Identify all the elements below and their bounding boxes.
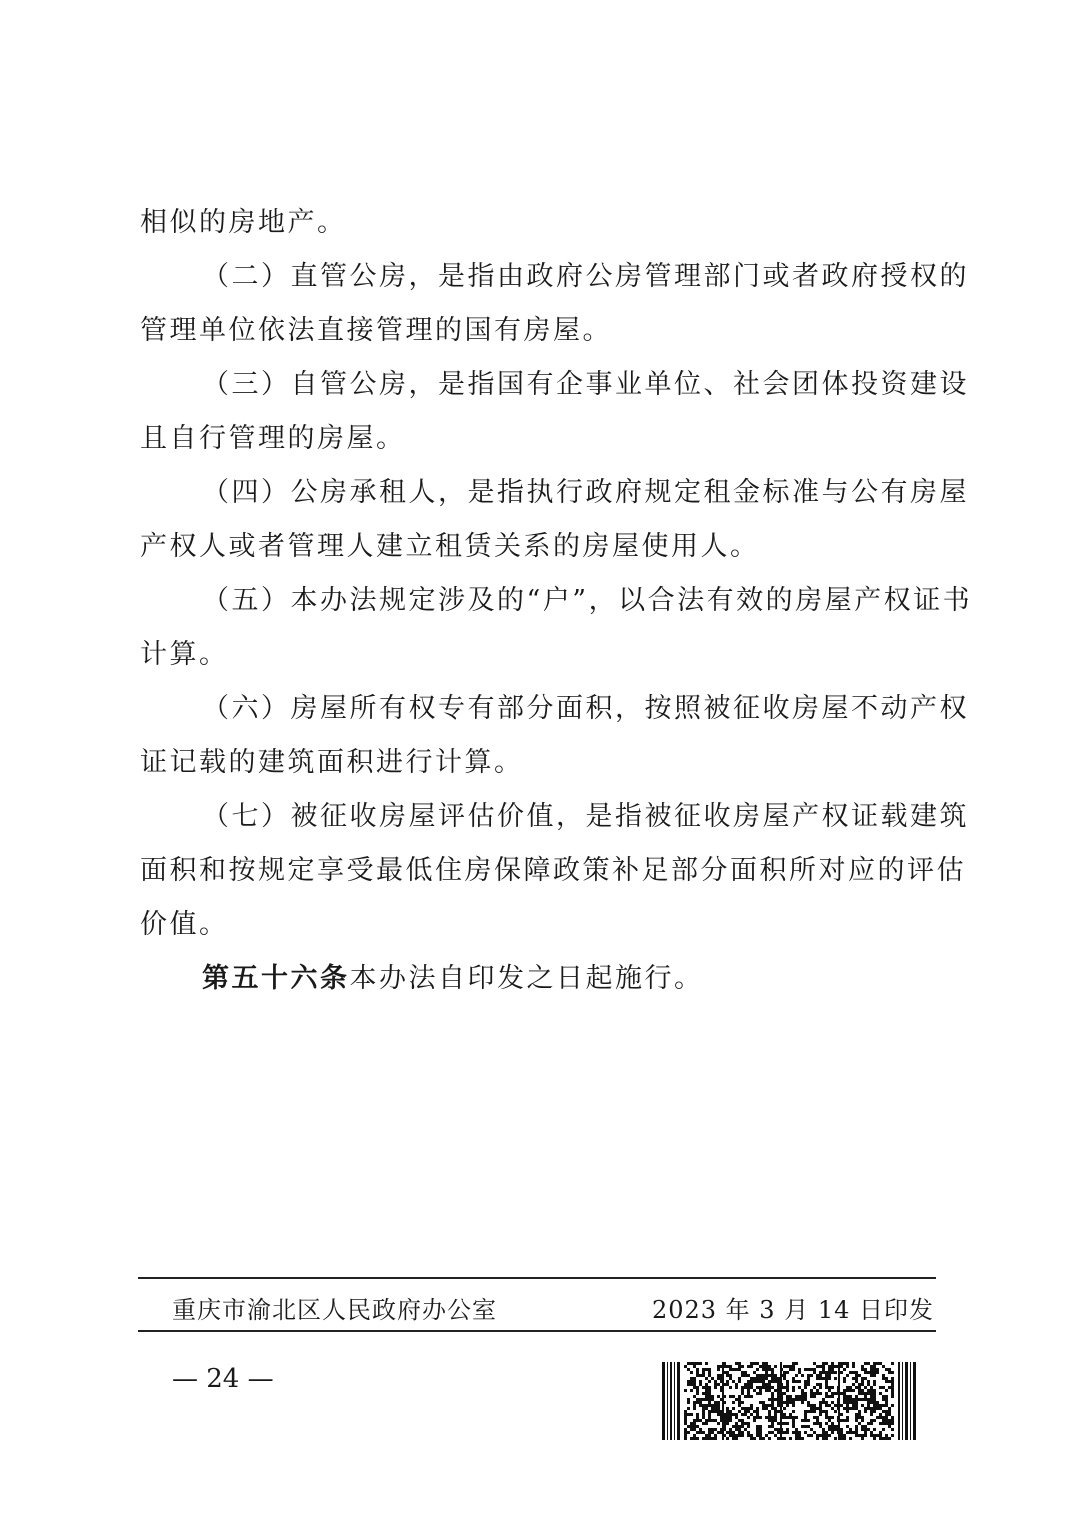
barcode-image: [662, 1362, 918, 1440]
text-line: 面积和按规定享受最低住房保障政策补足部分面积所对应的评估: [140, 855, 966, 886]
text-line: 计算。: [140, 639, 229, 670]
footer-top-rule: [138, 1277, 936, 1279]
article-title: 第五十六条: [202, 963, 350, 994]
text-line: （七）被征收房屋评估价值，是指被征收房屋产权证载建筑: [202, 801, 969, 832]
footer-bottom-rule: [138, 1330, 936, 1332]
issuer-name: 重庆市渝北区人民政府办公室: [172, 1296, 497, 1324]
text-line: （四）公房承租人，是指执行政府规定租金标准与公有房屋: [202, 477, 969, 508]
text-line: 产权人或者管理人建立租赁关系的房屋使用人。: [140, 531, 760, 562]
body-text: [140, 196, 973, 1006]
text-line: （六）房屋所有权专有部分面积，按照被征收房屋不动产权: [202, 693, 969, 724]
text-line: （五）本办法规定涉及的“户”，以合法有效的房屋产权证书: [202, 585, 973, 616]
text-line: 相似的房地产。: [140, 207, 347, 238]
article-line: [140, 952, 940, 1006]
text-line: 且自行管理的房屋。: [140, 423, 406, 454]
text-line: （三）自管公房，是指国有企事业单位、社会团体投资建设: [202, 369, 969, 400]
text-line: 价值。: [140, 909, 229, 940]
article-text: 本办法自印发之日起施行。: [349, 963, 704, 994]
issue-date: 2023 年 3 月 14 日印发: [651, 1296, 934, 1324]
text-line: 证记载的建筑面积进行计算。: [140, 747, 524, 778]
text-line: （二）直管公房，是指由政府公房管理部门或者政府授权的: [202, 261, 969, 292]
page-number: — 24 —: [172, 1364, 274, 1394]
text-line: 管理单位依法直接管理的国有房屋。: [140, 315, 612, 346]
